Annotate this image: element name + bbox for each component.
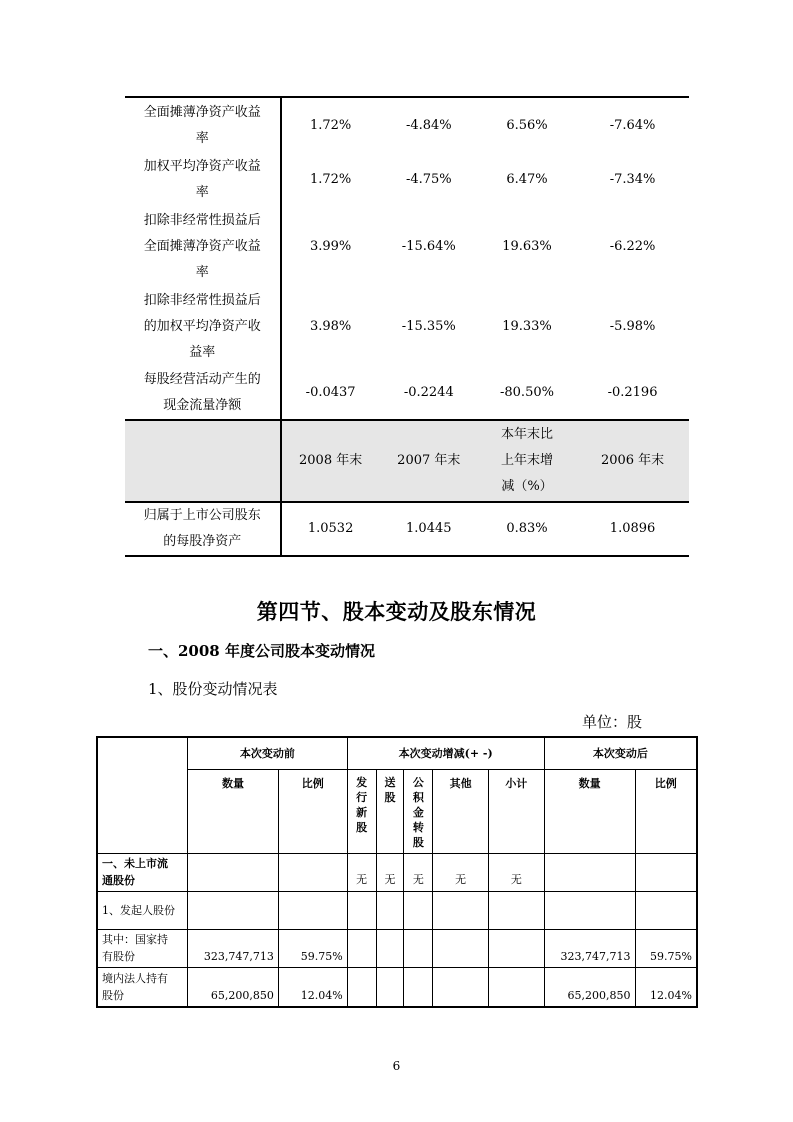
row-label — [97, 929, 188, 967]
cell-value: 0.83% — [506, 521, 548, 536]
row-label — [97, 853, 188, 891]
cell-value: 无 — [376, 853, 404, 891]
financial-indicators-table — [125, 96, 689, 557]
header-char: 公 — [412, 775, 424, 789]
label-line: 境内法人持有 — [102, 971, 168, 985]
table-header-row — [125, 420, 689, 502]
cell-value: 无 — [347, 853, 376, 891]
table-row — [125, 367, 689, 420]
subsection-title: 一、2008 年度公司股本变动情况 — [148, 642, 375, 660]
row-label — [125, 153, 281, 207]
header-char: 积 — [412, 790, 424, 804]
cell-value: -7.34% — [609, 172, 656, 187]
label-line: 其中：国家持 — [102, 933, 168, 946]
row-label — [97, 967, 188, 1007]
label-line: 扣除非经常性损益后 — [143, 213, 261, 228]
column-header-row — [97, 769, 697, 853]
label-line: 率 — [195, 265, 209, 280]
label-line: 有股份 — [102, 950, 135, 963]
label-line: 每股经营活动产生的 — [143, 372, 261, 387]
cell-value: -4.84% — [405, 117, 452, 133]
row-label: 1、发起人股份 — [97, 891, 188, 929]
cell-value: -15.35% — [401, 319, 456, 334]
cell-value: 65,200,850 — [544, 967, 635, 1007]
header-char: 股 — [384, 790, 396, 804]
row-label — [125, 367, 281, 420]
header-char: 股 — [412, 835, 424, 849]
cell-value: 12.04% — [278, 967, 347, 1007]
cell-value: 3.99% — [309, 239, 352, 254]
cell-value: -0.0437 — [305, 385, 356, 400]
cell-value — [188, 853, 279, 891]
cell-value: 1.0532 — [307, 521, 354, 536]
table-row — [125, 153, 689, 207]
header-cell: 2007 年末 — [380, 420, 478, 502]
header-char: 股 — [356, 820, 368, 834]
row-label — [125, 207, 281, 287]
cell-value — [376, 967, 404, 1007]
cell-value: 12.04% — [635, 967, 697, 1007]
cell-value: 323,747,713 — [544, 929, 635, 967]
unit-label: 单位：股 — [582, 713, 643, 731]
cell-value — [376, 891, 404, 929]
cell-value — [278, 891, 347, 929]
cell-value: -80.50% — [500, 385, 554, 400]
table-row — [125, 502, 689, 556]
header-cell — [478, 420, 576, 502]
cell-value — [544, 853, 635, 891]
cell-value — [347, 891, 376, 929]
header-line: 本年末比 — [500, 427, 553, 442]
col-header-subtotal: 小计 — [488, 769, 544, 853]
cell-value — [433, 929, 489, 967]
table-row — [125, 287, 689, 367]
col-header-reserve — [404, 769, 433, 853]
cell-value: -7.64% — [609, 117, 656, 133]
label-line: 归属于上市公司股东 — [143, 508, 261, 523]
label-line: 通股份 — [102, 874, 135, 887]
label-line: 率 — [195, 185, 209, 200]
row-label — [125, 97, 281, 153]
share-change-table — [96, 736, 698, 1008]
cell-value — [347, 929, 376, 967]
cell-value: -5.98% — [609, 319, 656, 334]
table-row — [97, 891, 697, 929]
col-header-other: 其他 — [433, 769, 489, 853]
cell-value: 6.56% — [506, 117, 548, 133]
col-header-bonus — [376, 769, 404, 853]
cell-value: 3.98% — [309, 319, 352, 334]
page-number: 6 — [392, 1059, 401, 1073]
header-cell: 2008 年末 — [281, 420, 380, 502]
label-line: 的加权平均净资产收 — [143, 319, 261, 334]
label-line: 一、未上市流 — [102, 857, 168, 870]
cell-value: -15.64% — [401, 239, 456, 254]
cell-value: 6.47% — [506, 172, 548, 187]
cell-value — [188, 891, 279, 929]
cell-value: -4.75% — [405, 172, 452, 187]
cell-value: -0.2244 — [403, 385, 454, 400]
row-label — [125, 502, 281, 556]
cell-value: 无 — [433, 853, 489, 891]
row-label — [125, 287, 281, 367]
cell-value: 1.72% — [309, 172, 352, 187]
header-char: 行 — [356, 790, 368, 804]
group-header-before: 本次变动前 — [188, 737, 348, 769]
header-line: 上年末增 — [500, 453, 553, 468]
cell-value: 59.75% — [635, 929, 697, 967]
cell-value: 1.0445 — [406, 521, 452, 536]
cell-value: 65,200,850 — [188, 967, 279, 1007]
cell-value: 19.63% — [502, 239, 552, 254]
header-char: 送 — [384, 775, 396, 789]
cell-value — [347, 967, 376, 1007]
table-row — [97, 853, 697, 891]
label-line: 全面摊薄净资产收益 — [143, 239, 261, 254]
cell-value: 323,747,713 — [188, 929, 279, 967]
table-row — [97, 929, 697, 967]
col-header-qty: 数量 — [188, 769, 279, 853]
cell-value — [544, 891, 635, 929]
cell-value: -6.22% — [609, 239, 656, 254]
header-cell: 2006 年末 — [576, 420, 689, 502]
cell-value: 无 — [488, 853, 544, 891]
col-header-ratio-after: 比例 — [635, 769, 697, 853]
cell-value — [376, 929, 404, 967]
col-header-ratio: 比例 — [278, 769, 347, 853]
cell-value: 1.72% — [309, 117, 352, 133]
cell-value — [433, 967, 489, 1007]
col-header-qty-after: 数量 — [544, 769, 635, 853]
cell-value — [488, 929, 544, 967]
col-header-new-shares — [347, 769, 376, 853]
header-line: 减（%） — [501, 479, 553, 494]
table-row — [125, 207, 689, 287]
cell-value: -0.2196 — [607, 385, 658, 400]
label-line: 的每股净资产 — [163, 534, 242, 549]
label-line: 加权平均净资产收益 — [143, 159, 261, 174]
header-blank — [125, 420, 281, 502]
cell-value — [278, 853, 347, 891]
section-title: 第四节、股本变动及股东情况 — [256, 599, 537, 624]
cell-value — [404, 929, 433, 967]
cell-value: 1.0896 — [609, 521, 656, 536]
cell-value — [433, 891, 489, 929]
label-line: 股份 — [102, 988, 124, 1002]
label-line: 全面摊薄净资产收益 — [143, 104, 261, 120]
group-header-change: 本次变动增减(+ -) — [347, 737, 544, 769]
cell-value — [488, 967, 544, 1007]
cell-value — [635, 891, 697, 929]
group-header-row — [97, 737, 697, 769]
table-row — [125, 97, 689, 153]
label-line: 率 — [195, 130, 209, 146]
table-row — [97, 967, 697, 1007]
header-char: 转 — [412, 820, 424, 834]
cell-value — [635, 853, 697, 891]
corner-cell — [97, 737, 188, 853]
header-char: 新 — [356, 805, 368, 819]
label-line: 扣除非经常性损益后 — [143, 293, 261, 308]
cell-value: 19.33% — [502, 319, 552, 334]
cell-value: 无 — [404, 853, 433, 891]
label-line: 益率 — [189, 345, 216, 360]
cell-value: 59.75% — [278, 929, 347, 967]
sub-item-title: 1、股份变动情况表 — [148, 680, 278, 698]
label-line: 现金流量净额 — [163, 398, 242, 413]
cell-value — [404, 891, 433, 929]
group-header-after: 本次变动后 — [544, 737, 697, 769]
cell-value — [404, 967, 433, 1007]
header-char: 金 — [412, 805, 424, 819]
cell-value — [488, 891, 544, 929]
header-char: 发 — [356, 775, 368, 789]
